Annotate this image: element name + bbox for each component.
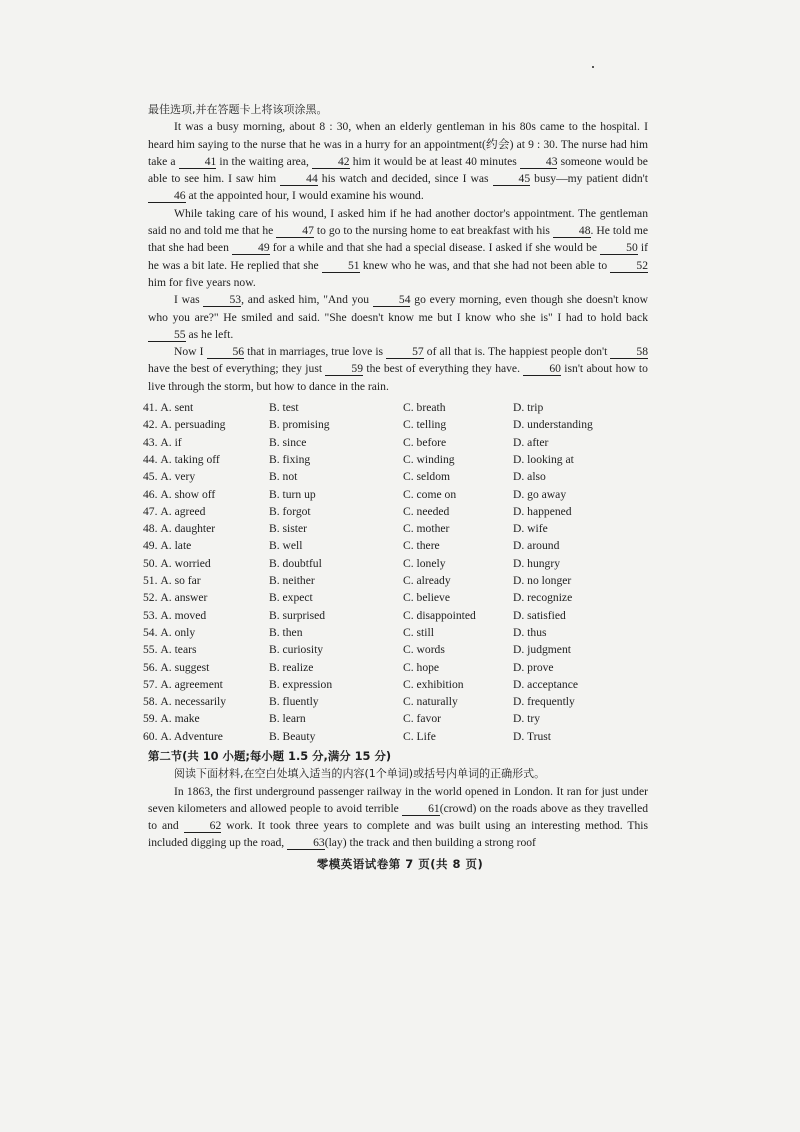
- option-row: 42. A. persuading B. promising C. telling D. understanding: [143, 418, 593, 432]
- blank-54: 54: [373, 293, 411, 307]
- option-row: 53. A. moved B. surprised C. disappointed D. satisfied: [143, 608, 566, 622]
- blank-46: 46: [148, 189, 186, 203]
- instructions: 最佳选项,并在答题卡上将该项涂黑。: [148, 103, 328, 116]
- option-row: 48. A. daughter B. sister C. mother D. wife: [143, 522, 548, 536]
- option-row: 41. A. sent B. test C. breath D. trip: [143, 401, 544, 415]
- option-row: 58. A. necessarily B. fluently C. naturally D. frequently: [143, 695, 575, 709]
- blank-55: 55: [148, 328, 186, 342]
- blank-48: 48: [553, 224, 591, 238]
- section-2-instruction: 阅读下面材料,在空白处填入适当的内容(1个单词)或括号内单词的正确形式。: [174, 767, 546, 781]
- blank-58: 58: [610, 345, 648, 359]
- cloze-section: [143, 101, 649, 852]
- blank-41: 41: [179, 155, 217, 169]
- blank-61: 61: [402, 802, 440, 816]
- speck-mark: [592, 66, 594, 68]
- option-row: 49. A. late B. well C. there D. around: [143, 539, 560, 553]
- option-row: 56. A. suggest B. realize C. hope D. prove: [143, 660, 554, 674]
- option-row: 43. A. if B. since C. before D. after: [143, 435, 549, 449]
- blank-44: 44: [280, 172, 318, 186]
- blank-51: 51: [322, 259, 360, 273]
- option-row: 55. A. tears B. curiosity C. words D. judgment: [143, 643, 571, 657]
- blank-43: 43: [520, 155, 558, 169]
- option-row: 51. A. so far B. neither C. already D. no longer: [143, 574, 572, 588]
- option-row: 47. A. agreed B. forgot C. needed D. happened: [143, 504, 572, 518]
- option-row: 60. A. Adventure B. Beauty C. Life D. Trust: [143, 729, 552, 743]
- passage-paragraph-2: While taking care of his wound, I asked him if he had another doctor's appointment. The gentleman said no and told me that he 47 to go to the nursing home to eat breakfast with his 48. He told me that she had been 49 for a while and that she had a special disease. I asked if she would be 50 if he was a bit late. He replied that she 51 knew who he was, and that she had not been able to 52 him for five years now.: [148, 206, 648, 289]
- blank-45: 45: [493, 172, 531, 186]
- blank-57: 57: [386, 345, 424, 359]
- passage-paragraph-4: Now I 56 that in marriages, true love is 57 of all that is. The happiest people don't 58 have the best of everything; they just 59 the best of everything they have. 60 isn't about how to live through the storm, but how to dance in the rain.: [148, 345, 648, 393]
- option-row: 59. A. make B. learn C. favor D. try: [143, 712, 541, 726]
- option-row: 54. A. only B. then C. still D. thus: [143, 625, 547, 639]
- blank-62: 62: [184, 819, 222, 833]
- blank-47: 47: [276, 224, 314, 238]
- section-2-passage: In 1863, the first underground passenger railway in the world opened in London. It ran for just under seven kilometers and allowed people to avoid terrible 61(crowd) on the roads above as they travelled to and 62 work. It took three years to complete and was built using an interesting method. This included digging up the road, 63(lay) the track and then building a strong roof: [148, 784, 649, 850]
- blank-42: 42: [312, 155, 350, 169]
- blank-63: 63: [287, 836, 325, 850]
- blank-59: 59: [325, 362, 363, 376]
- option-row: 52. A. answer B. expect C. believe D. recognize: [143, 591, 573, 605]
- option-row: 50. A. worried B. doubtful C. lonely D. hungry: [143, 556, 561, 570]
- blank-50: 50: [600, 241, 638, 255]
- option-row: 46. A. show off B. turn up C. come on D. go away: [143, 487, 567, 501]
- blank-56: 56: [207, 345, 245, 359]
- blank-60: 60: [523, 362, 561, 376]
- blank-49: 49: [232, 241, 270, 255]
- section-2-title: 第二节(共 10 小题;每小题 1.5 分,满分 15 分): [148, 748, 392, 763]
- page-footer: 零模英语试卷第 7 页(共 8 页): [316, 857, 484, 871]
- blank-52: 52: [610, 259, 648, 273]
- blank-53: 53: [203, 293, 241, 307]
- option-row: 45. A. very B. not C. seldom D. also: [143, 470, 546, 484]
- passage-paragraph-1: It was a busy morning, about 8 : 30, when an elderly gentleman in his 80s came to the hospital. I heard him saying to the nurse that he was in a hurry for an appointment(约会) at 9 : 30. The nurse had him take a 41 in the waiting area, 42 him it would be at least 40 minutes 43 someone would be able to see him. I saw him 44 his watch and decided, since I was 45 busy—my patient didn't 46 at the appointed hour, I would examine his wound.: [148, 120, 648, 203]
- option-row: 44. A. taking off B. fixing C. winding D. looking at: [143, 452, 574, 466]
- option-row: 57. A. agreement B. expression C. exhibition D. acceptance: [143, 677, 579, 691]
- answer-options: [143, 399, 648, 745]
- passage-paragraph-3: I was 53, and asked him, "And you 54 go every morning, even though she doesn't know who you are?" He smiled and said. "She doesn't know me but I know who she is" I had to hold back 55 as he left.: [148, 293, 648, 341]
